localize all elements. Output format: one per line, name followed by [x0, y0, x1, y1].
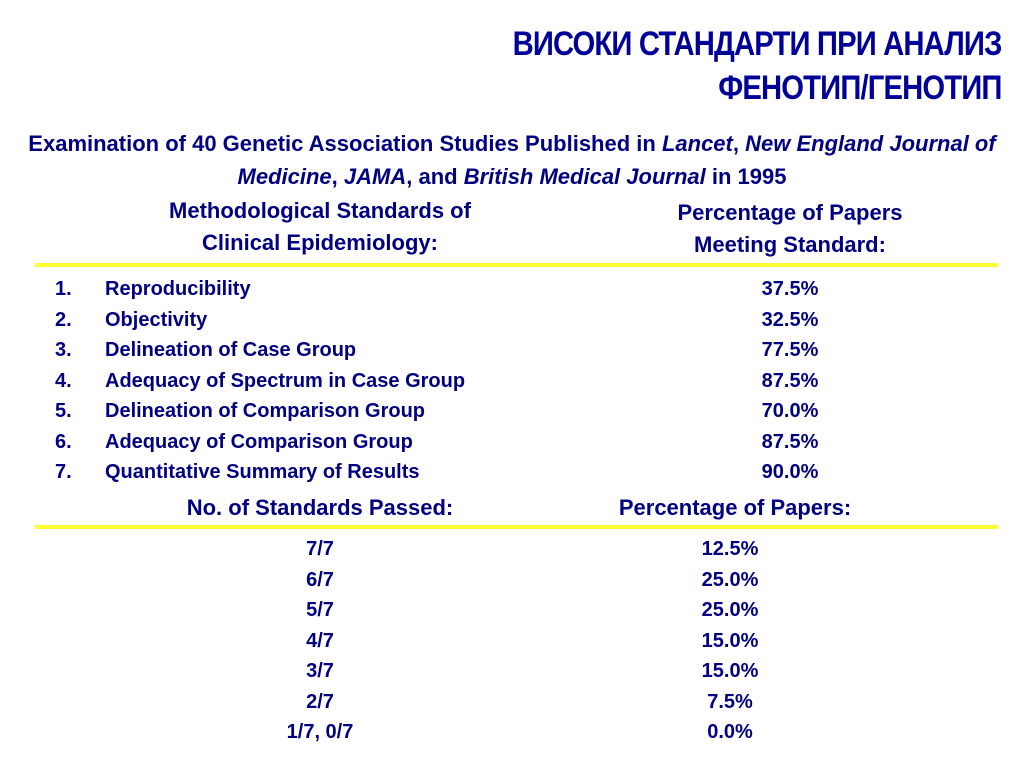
percent-value: 77.5%: [761, 339, 819, 361]
journal-nejm: New England Journal of Medicine: [237, 131, 996, 189]
standards-header-left: [60, 195, 580, 259]
passed-count: 6/7: [306, 568, 334, 591]
passed-percent: 15.0%: [701, 629, 759, 652]
percent-value: 87.5%: [761, 430, 819, 453]
subtitle-text-start: Examination of 40 Genetic Association Studies Published in: [28, 131, 662, 156]
passed-percent: 15.0%: [701, 660, 759, 682]
passed-header-right: Percentage of Papers:: [618, 495, 852, 520]
journal-jama: JAMA: [343, 164, 407, 189]
list-item: [55, 274, 465, 305]
slide-subtitle: [10, 127, 1014, 193]
percent-value: 37.5%: [761, 278, 819, 300]
list-item: [55, 366, 465, 397]
subtitle-separator-3: , and: [406, 164, 464, 189]
percent-value: 87.5%: [761, 369, 819, 392]
standards-percent-column: [690, 274, 890, 488]
passed-percent-column: [630, 534, 830, 748]
passed-percent: 25.0%: [701, 568, 759, 591]
standards-header-right-line-1: Percentage of Papers: [677, 200, 903, 225]
subtitle-separator-2: ,: [331, 164, 344, 189]
subtitle-text-end: in 1995: [705, 164, 787, 189]
list-item-label: Delineation of Comparison Group: [105, 400, 426, 422]
list-item: [55, 457, 465, 488]
list-item-number: 2.: [55, 308, 72, 331]
list-item-number: 7.: [55, 461, 72, 483]
passed-count: 5/7: [306, 599, 334, 621]
list-item: [55, 305, 465, 336]
list-item-label: Objectivity: [105, 308, 208, 331]
passed-percent: 0.0%: [707, 721, 753, 743]
list-item-label: Reproducibility: [105, 278, 251, 300]
slide-title-line-2: ФЕНОТИП/ГЕНОТИП: [718, 69, 1002, 107]
list-item-number: 3.: [55, 339, 72, 361]
passed-count-column: [220, 534, 420, 748]
percent-value: 70.0%: [761, 400, 819, 422]
standards-header-left-line-2: Clinical Epidemiology:: [202, 230, 438, 255]
list-item-number: 6.: [55, 430, 72, 453]
passed-header-left: No. of Standards Passed:: [186, 495, 454, 520]
percent-value: 90.0%: [761, 461, 819, 483]
list-item-label: Adequacy of Spectrum in Case Group: [105, 369, 466, 392]
passed-percent: 12.5%: [701, 538, 759, 560]
passed-percent: 7.5%: [707, 690, 753, 713]
standards-header-left-line-1: Methodological Standards of: [169, 198, 471, 223]
journal-bmj: British Medical Journal: [463, 164, 706, 189]
list-item: [55, 335, 465, 366]
standards-list: [55, 274, 465, 488]
passed-count: 7/7: [306, 538, 334, 560]
list-item: [55, 427, 465, 458]
passed-count: 1/7, 0/7: [286, 721, 354, 743]
passed-header-rule: [35, 525, 998, 529]
list-item-number: 1.: [55, 278, 72, 300]
list-item-label: Delineation of Case Group: [105, 339, 357, 361]
list-item: [55, 396, 465, 427]
subtitle-separator-1: ,: [732, 131, 746, 156]
standards-header-right: [580, 197, 1000, 261]
list-item-label: Quantitative Summary of Results: [105, 461, 420, 483]
passed-percent: 25.0%: [701, 599, 759, 621]
slide-title: [513, 22, 1002, 110]
passed-count: 2/7: [306, 690, 334, 713]
list-item-number: 4.: [55, 369, 72, 392]
percent-value: 32.5%: [761, 308, 819, 331]
standards-header-rule: [35, 263, 998, 267]
list-item-label: Adequacy of Comparison Group: [105, 430, 413, 453]
standards-header-right-line-2: Meeting Standard:: [694, 232, 886, 257]
passed-count: 3/7: [306, 660, 334, 682]
list-item-number: 5.: [55, 400, 72, 422]
passed-count: 4/7: [306, 629, 334, 652]
slide-title-line-1: ВИСОКИ СТАНДАРТИ ПРИ АНАЛИЗ: [513, 25, 1002, 63]
journal-lancet: Lancet: [661, 131, 733, 156]
